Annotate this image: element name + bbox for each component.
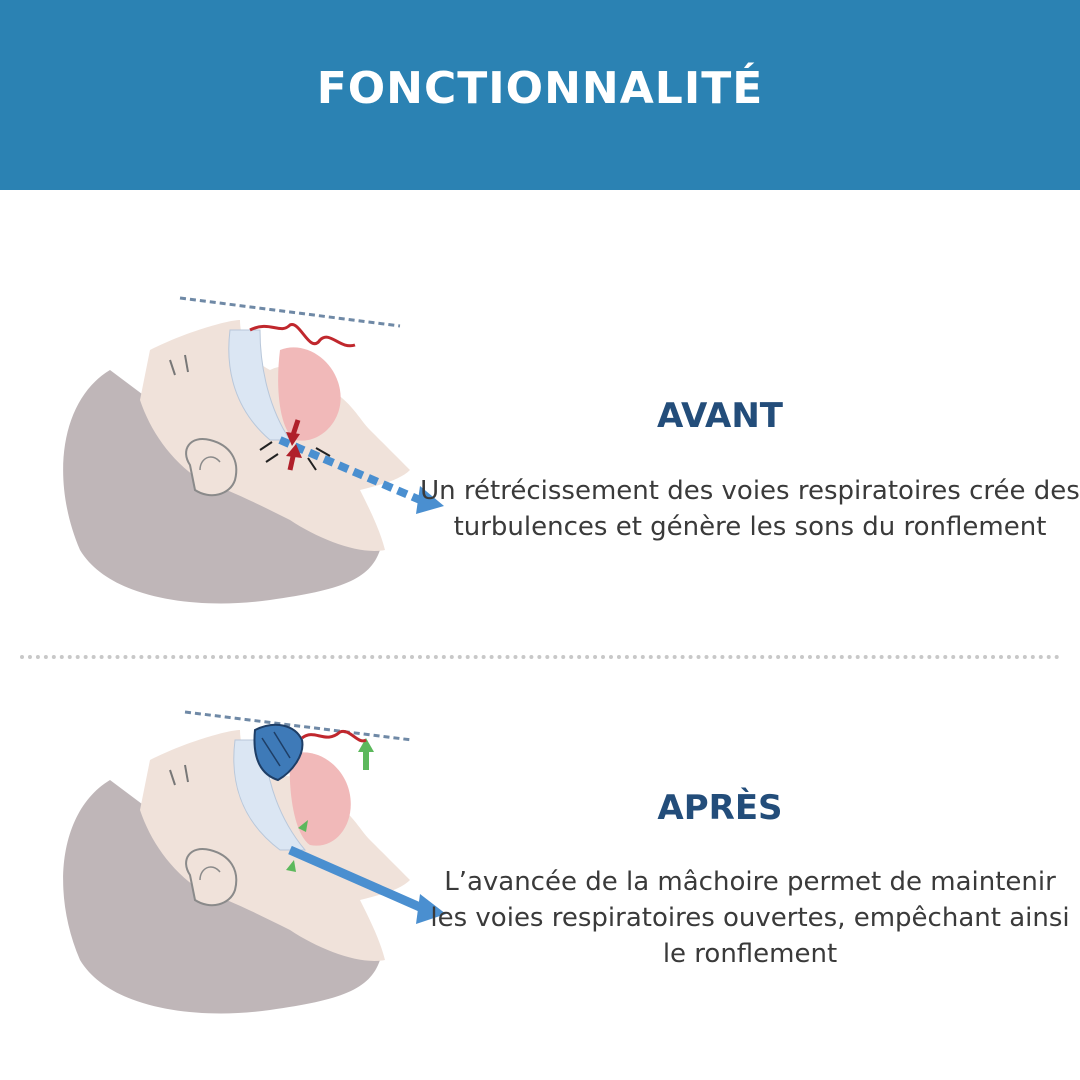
- section-text-after: L’avancée de la mâchoire permet de maintenir les voies respiratoires ouvertes, empêchant ainsi le ronflement: [430, 867, 1070, 969]
- page-title: FONCTIONNALITÉ: [316, 62, 764, 114]
- section-divider: [20, 655, 1060, 659]
- section-title-after: APRÈS: [657, 788, 783, 828]
- section-text-before: Un rétrécissement des voies respiratoires crée des turbulences et génère les sons du ronflement: [420, 476, 1080, 542]
- section-title-before: AVANT: [657, 396, 783, 436]
- header-banner: [0, 0, 1080, 190]
- soft-palate-line: [250, 325, 355, 346]
- illustration-after: [40, 700, 480, 1040]
- illustration-before: [40, 280, 480, 620]
